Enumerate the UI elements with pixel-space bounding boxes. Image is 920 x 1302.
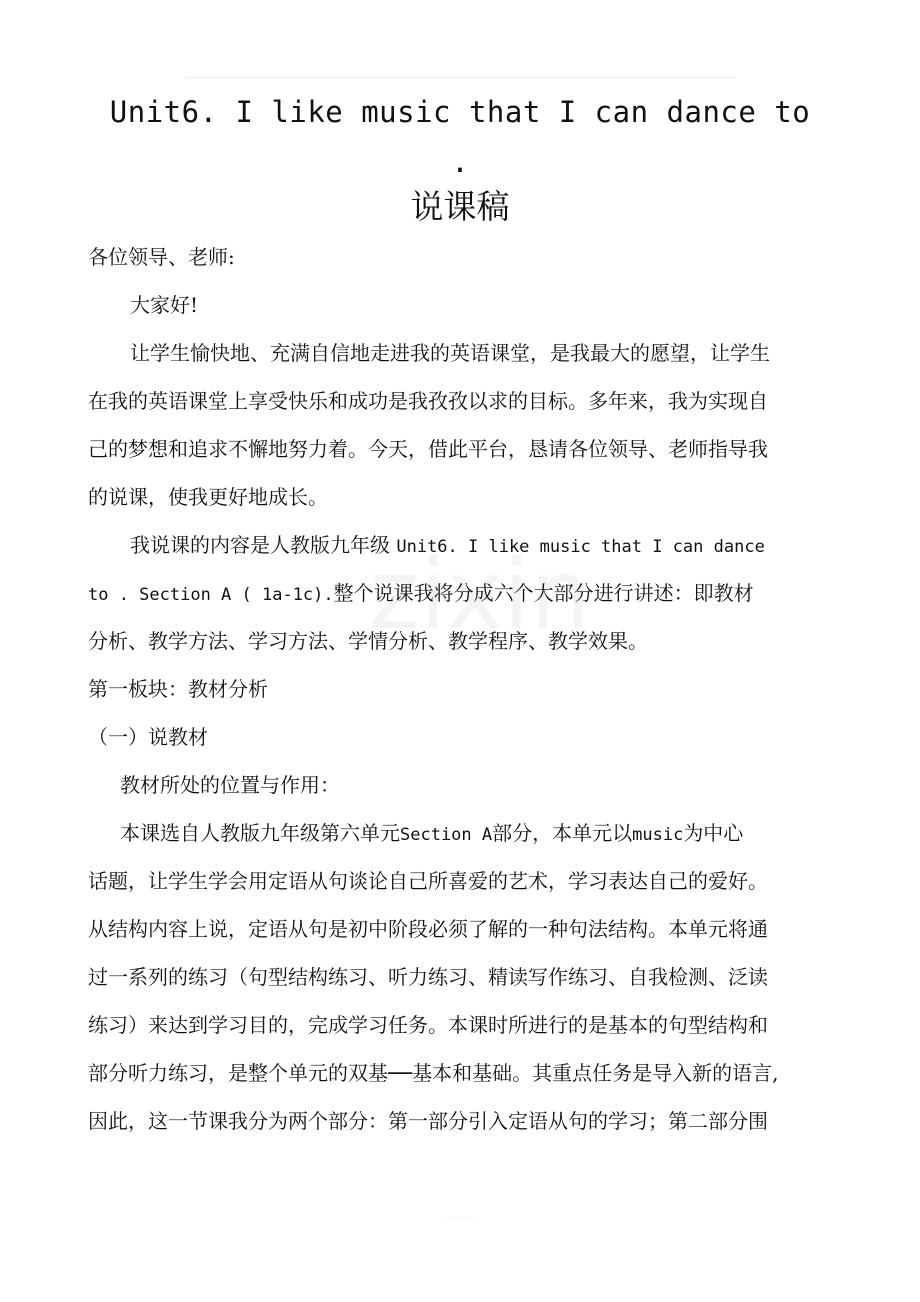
para1-line-5: 练习）来达到学习目的，完成学习任务。本课时所进行的是基本的句型结构和 (88, 1013, 768, 1037)
para1-line-2: 话题，让学生学会用定语从句谈论自己所喜爱的艺术，学习表达自己的爱好。 (88, 869, 768, 893)
title-dot: . (451, 145, 469, 179)
section-heading: 第一板块：教材分析 (88, 677, 268, 701)
top-rule (185, 77, 737, 78)
para1-line-7: 因此，这一节课我分为两个部分：第一部分引入定语从句的学习；第二部分围 (88, 1109, 768, 1133)
content-line-2-en: to . Section A ( 1a-1c). (88, 585, 334, 605)
content-line-2 (88, 578, 754, 610)
salutation: 各位领导、老师: (88, 245, 235, 269)
content-line-3: 分析、教学方法、学习方法、学情分析、教学程序、教学效果。 (88, 629, 648, 653)
para1-line-1-part-c: 部分，本单元以 (492, 821, 633, 845)
subsection-heading: （一）说教材 (88, 725, 208, 749)
intro-line-2: 在我的英语课堂上享受快乐和成功是我孜孜以求的目标。多年来，我为实现自 (88, 389, 768, 413)
para1-line-4: 过一系列的练习（句型结构练习、听力练习、精读写作练习、自我检测、泛读 (88, 965, 768, 989)
page-footer-mark (444, 1216, 478, 1225)
intro-line-3: 己的梦想和追求不懈地努力着。今天，借此平台，恳请各位领导、老师指导我 (88, 437, 768, 461)
position-heading: 教材所处的位置与作用： (120, 773, 340, 797)
intro-line-1: 让学生愉快地、充满自信地走进我的英语课堂，是我最大的愿望，让学生 (130, 341, 770, 365)
content-line-1-cn: 我说课的内容是人教版九年级 (130, 533, 390, 557)
title-english: Unit6. I like music that I can dance to (109, 95, 811, 129)
para1-line-3: 从结构内容上说，定语从句是初中阶段必须了解的一种句法结构。本单元将通 (88, 917, 768, 941)
intro-line-4: 的说课，使我更好地成长。 (88, 485, 328, 509)
greeting: 大家好! (130, 293, 199, 317)
content-line-2-cn: 整个说课我将分成六个大部分进行讲述：即教材 (333, 581, 754, 605)
para1-line-1-part-d: music (632, 825, 684, 845)
para1-line-1-part-a: 本课选自人教版九年级第六单元 (120, 821, 400, 845)
para1-line-1-part-b: Section A (400, 825, 493, 845)
page-title: 说课稿 (410, 187, 510, 226)
para1-line-1-part-e: 为中心 (683, 821, 744, 845)
para1-line-6: 部分听力练习，是整个单元的双基──基本和基础。其重点任务是导入新的语言, (88, 1061, 779, 1085)
content-line-1 (130, 530, 765, 562)
para1-line-1 (120, 818, 743, 850)
content-line-1-en: Unit6. I like music that I can dance (396, 537, 765, 557)
